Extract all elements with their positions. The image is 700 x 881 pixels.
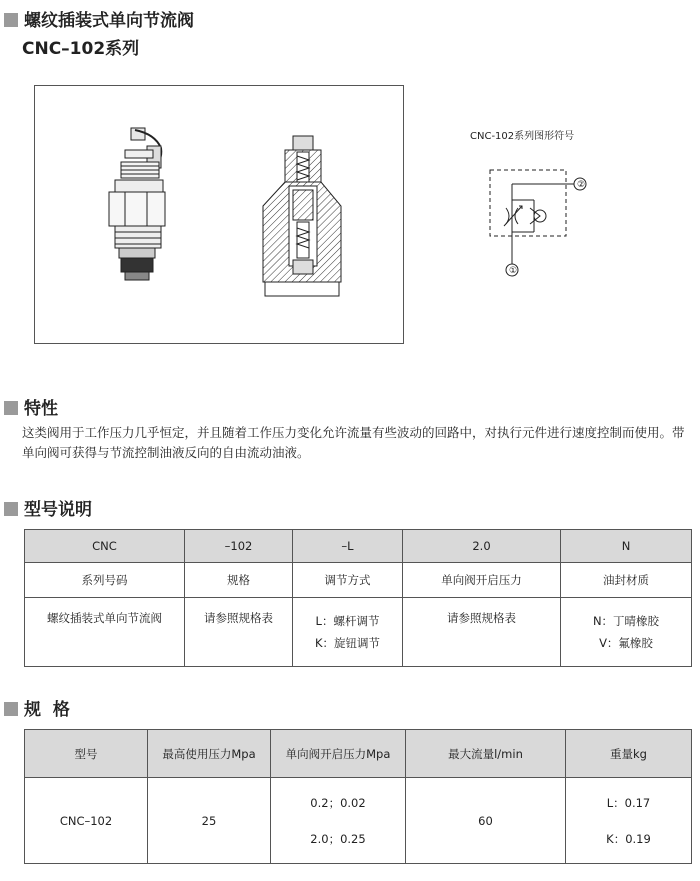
model-code: CNC [25, 530, 185, 563]
spec-max-flow: 60 [406, 778, 566, 864]
model-code: –102 [185, 530, 293, 563]
weight-value: K：0.19 [606, 831, 651, 846]
model-code: –L [293, 530, 403, 563]
adjust-option: K：旋钮调节 [314, 636, 381, 650]
model-label: 油封材质 [561, 563, 692, 598]
open-pressure-value: 2.0；0.25 [310, 831, 366, 846]
symbol-title: CNC-102系列图形符号 [470, 131, 575, 142]
seal-option: N：丁晴橡胶 [592, 614, 660, 628]
spec-model: CNC–102 [25, 778, 148, 864]
spec-header: 单向阀开启压力Mpa [271, 730, 406, 778]
section-marker-icon [4, 702, 18, 716]
model-value: 螺纹插装式单向节流阀 [25, 598, 185, 667]
model-table [24, 529, 692, 667]
model-value [561, 598, 692, 667]
model-value [293, 598, 403, 667]
model-code-row [25, 530, 692, 563]
open-pressure-value: 0.2；0.02 [310, 795, 366, 810]
model-label: 调节方式 [293, 563, 403, 598]
spec-table [24, 729, 692, 864]
model-code: 2.0 [403, 530, 561, 563]
section-marker-icon [4, 13, 18, 27]
model-value: 请参照规格表 [185, 598, 293, 667]
spec-header: 重量kg [566, 730, 692, 778]
section-marker-icon [4, 401, 18, 415]
model-code: N [561, 530, 692, 563]
features-text: 这类阀用于工作压力几乎恒定，并且随着工作压力变化允许流量有些波动的回路中，对执行元件进行速度控制而使用。带单向阀可获得与节流控制油液反向的自由流动油液。 [22, 425, 685, 460]
spec-header: 型号 [25, 730, 148, 778]
weight-value: L：0.17 [606, 795, 651, 810]
spec-header: 最大流量l/min [406, 730, 566, 778]
spec-open-pressure [271, 778, 406, 864]
features-heading: 特性 [4, 394, 58, 419]
page-title: 螺纹插装式单向节流阀 [4, 6, 194, 31]
port-2-label: ② [577, 180, 586, 190]
spec-max-pressure: 25 [148, 778, 271, 864]
spec-header: 最高使用压力Mpa [148, 730, 271, 778]
port-1-label: ① [509, 266, 518, 276]
page-subtitle: CNC–102系列 [22, 39, 140, 59]
valve-drawing [35, 86, 403, 343]
model-value-row [25, 598, 692, 667]
model-value: 请参照规格表 [403, 598, 561, 667]
seal-option: V：氟橡胶 [599, 636, 653, 650]
model-label: 规格 [185, 563, 293, 598]
product-figure-box [34, 85, 404, 344]
model-label: 系列号码 [25, 563, 185, 598]
spec-weight [566, 778, 692, 864]
spec-heading: 规 格 [4, 695, 70, 720]
spec-header-row [25, 730, 692, 778]
model-heading: 型号说明 [4, 495, 92, 520]
hydraulic-symbol-icon [470, 150, 610, 295]
section-marker-icon [4, 502, 18, 516]
spec-data-row [25, 778, 692, 864]
model-label: 单向阀开启压力 [403, 563, 561, 598]
model-label-row [25, 563, 692, 598]
adjust-option: L：螺杆调节 [315, 614, 380, 628]
